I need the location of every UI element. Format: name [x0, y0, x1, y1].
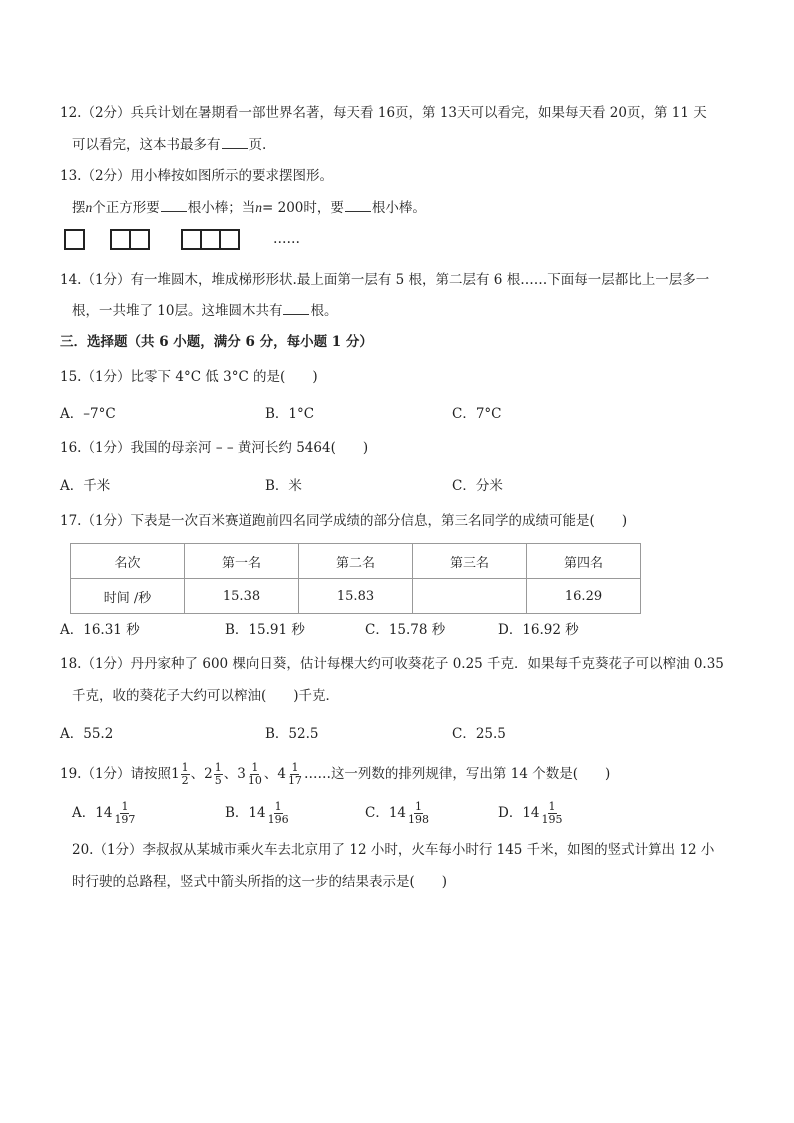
answer-blank: [283, 300, 309, 315]
separator: 、: [263, 766, 278, 782]
fraction: [181, 762, 190, 787]
denominator: 195: [541, 813, 563, 826]
table-cell: [413, 579, 527, 614]
square-group-2-b: [129, 229, 150, 250]
q14-text-b: 根。: [310, 303, 338, 319]
q13-line1: 13.（2分）用小棒按如图所示的要求摆图形。: [60, 168, 334, 184]
q19-option-d[interactable]: [498, 797, 565, 829]
mixed-number-whole: 2: [204, 766, 213, 782]
q13-line2: [72, 197, 426, 218]
variable-n: n: [255, 200, 262, 215]
option-label: C．: [365, 805, 389, 821]
q15-stem: 15.（1分）比零下 4°C 低 3°C 的是( ): [60, 369, 318, 385]
denominator: 197: [114, 813, 136, 826]
q18-line1: 18.（1分）丹丹家种了 600 棵向日葵，估计每棵大约可收葵花子 0.25 千克．如果每千克葵花子可以榨油 0.35: [60, 656, 724, 672]
answer-blank: [161, 197, 187, 212]
mixed-number-whole: 14: [522, 805, 540, 821]
square-group-3-a: [181, 229, 202, 250]
table-header-row: [71, 544, 641, 579]
q16-stem: 16.（1分）我国的母亲河 – – 黄河长约 5464( ): [60, 440, 369, 456]
q12-line1: 12.（2分）兵兵计划在暑期看一部世界名著，每天看 16页，第 13天可以看完，如果每天看 20页，第 11 天: [60, 105, 707, 121]
mixed-number-whole: 4: [277, 766, 286, 782]
option-label: A．: [72, 805, 96, 821]
q20-line1: 20.（1分）李叔叔从某城市乘火车去北京用了 12 小时，火车每小时行 145 千米，如图的竖式计算出 12 小: [72, 842, 715, 858]
mixed-number-whole: 14: [248, 805, 266, 821]
q19-stem: [60, 759, 610, 789]
denominator: 10: [247, 774, 262, 787]
fraction: [214, 762, 223, 787]
q14-line1: 14.（1分）有一堆圆木，堆成梯形形状.最上面第一层有 5 根，第二层有 6 根……下面每一层都比上一层多一: [60, 272, 710, 288]
mixed-number-whole: 1: [171, 766, 180, 782]
numerator: 1: [121, 800, 129, 813]
q17-stem: 17.（1分）下表是一次百米赛道跑前四名同学成绩的部分信息，第三名同学的成绩可能是( ): [60, 513, 628, 529]
square-group-3-c: [219, 229, 240, 250]
q19-suffix: ……这一列数的排列规律，写出第 14 个数是( ): [303, 766, 611, 782]
fraction: [541, 801, 564, 826]
fraction: [247, 762, 263, 787]
separator: 、: [190, 766, 205, 782]
q17-option-b[interactable]: B．15.91 秒: [225, 622, 305, 638]
separator: 、: [223, 766, 238, 782]
denominator: 198: [408, 813, 430, 826]
q13-text-e: 根小棒。: [371, 200, 426, 216]
q16-option-c[interactable]: C．分米: [452, 478, 503, 494]
denominator: 17: [287, 774, 302, 787]
q14-line2: [72, 300, 337, 321]
table-cell: 16.29: [527, 579, 641, 614]
numerator: 1: [291, 761, 299, 774]
table-cell: 第四名: [527, 544, 641, 579]
q19-option-a[interactable]: [72, 797, 137, 829]
q19-option-b[interactable]: [225, 797, 291, 829]
numerator: 1: [251, 761, 259, 774]
q16-option-b[interactable]: B．米: [265, 478, 302, 494]
numerator: 1: [181, 761, 189, 774]
table-cell: 第三名: [413, 544, 527, 579]
q19-option-c[interactable]: [365, 797, 431, 829]
table-cell: 时间 /秒: [71, 579, 185, 614]
q17-option-a[interactable]: A．16.31 秒: [60, 622, 140, 638]
q17-option-c[interactable]: C．15.78 秒: [365, 622, 446, 638]
table-cell: 名次: [71, 544, 185, 579]
q15-option-b[interactable]: B．1°C: [265, 406, 315, 422]
mixed-number-whole: 14: [388, 805, 407, 821]
race-results-table: [70, 543, 641, 614]
table-cell: 15.38: [185, 579, 299, 614]
q12-line2: [72, 134, 266, 155]
q14-text-a: 根，一共堆了 10层。这堆圆木共有: [72, 303, 283, 319]
denominator: 2: [181, 774, 189, 787]
q20-line2: 时行驶的总路程，竖式中箭头所指的这一步的结果表示是( ): [72, 874, 448, 890]
q13-text-c: 根小棒；当: [187, 200, 256, 216]
table-row: [71, 579, 641, 614]
table-cell: 第一名: [185, 544, 299, 579]
table-cell: 15.83: [299, 579, 413, 614]
answer-blank: [222, 134, 248, 149]
answer-blank: [345, 197, 371, 212]
fraction: [267, 801, 290, 826]
q12-text-a: 可以看完，这本书最多有: [72, 137, 221, 153]
q17-option-d[interactable]: D．16.92 秒: [498, 622, 579, 638]
q18-option-a[interactable]: A．55.2: [60, 726, 114, 742]
figure-ellipsis: ……: [273, 231, 300, 247]
q13-text-d: = 200时，要: [262, 200, 344, 216]
table-cell: 第二名: [299, 544, 413, 579]
numerator: 1: [548, 800, 556, 813]
q15-option-a[interactable]: A．–7°C: [60, 406, 116, 422]
numerator: 1: [214, 761, 222, 774]
q18-option-b[interactable]: B．52.5: [265, 726, 319, 742]
fraction: [407, 801, 430, 826]
numerator: 1: [274, 800, 282, 813]
q18-line2: 千克，收的葵花子大约可以榨油( )千克．: [72, 688, 340, 704]
square-group-3-b: [200, 229, 221, 250]
q16-option-a[interactable]: A．千米: [60, 478, 111, 494]
square-group-2-a: [110, 229, 131, 250]
option-label: D．: [498, 805, 523, 821]
variable-n: n: [85, 200, 93, 215]
option-label: B．: [225, 805, 249, 821]
denominator: 196: [267, 813, 289, 826]
q19-prefix: 19.（1分）请按照: [60, 766, 172, 782]
fraction: [287, 762, 303, 787]
q13-text-b: 个正方形要: [92, 200, 160, 216]
section-heading: 三．选择题（共 6 小题，满分 6 分，每小题 1 分）: [60, 334, 373, 350]
denominator: 5: [214, 774, 222, 787]
mixed-number-whole: 14: [95, 805, 113, 821]
numerator: 1: [415, 800, 423, 813]
mixed-number-whole: 3: [237, 766, 246, 782]
square-group-1: [64, 229, 85, 250]
fraction: [113, 801, 136, 826]
q15-option-c[interactable]: C．7°C: [452, 406, 502, 422]
q12-text-b: 页.: [248, 137, 267, 153]
q13-text-a: 摆: [72, 200, 86, 216]
q18-option-c[interactable]: C．25.5: [452, 726, 506, 742]
